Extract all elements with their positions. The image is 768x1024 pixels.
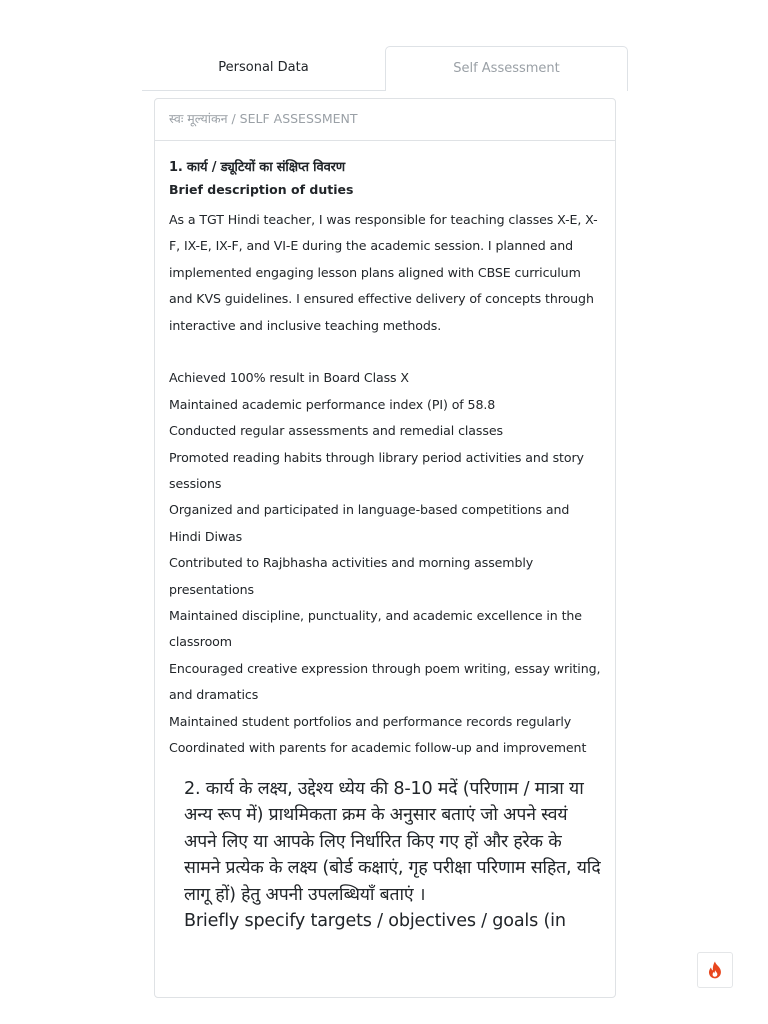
flame-icon — [707, 961, 723, 979]
question-1-title-hindi: 1. कार्य / ड्यूटियों का संक्षिप्त विवरण — [169, 160, 345, 175]
question-1-title-english: Brief description of duties — [169, 182, 354, 197]
flame-button[interactable] — [697, 952, 733, 988]
answer-point: Promoted reading habits through library period activities and story sessions — [169, 449, 584, 492]
tab-self-assessment[interactable]: Self Assessment — [385, 46, 628, 91]
answer-point: Contributed to Rajbhasha activities and morning assembly presentations — [169, 555, 534, 597]
answer-point: Coordinated with parents for academic follow-up and improvement — [169, 740, 587, 756]
question-2-title-hindi: 2. कार्य के लक्ष्य, उद्देश्य ध्येय की 8-10 मदें (परिणाम / मात्रा या अन्य रूप में) प्राथमिकता क्रम के अनुसार बताएं जो अपने स्वयं अपने लिए या आपके लिए निर्धारित किए गए हों और हरेक के सामने प्रत्येक के लक्ष्य (बोर्ड कक्षाएं, गृह परीक्षा परिणाम सहित, यदि लागू हों) हेतु अपनी उपलब्धियाँ बताएं । — [184, 778, 601, 905]
answer-point: Organized and participated in language-based competitions and Hindi Diwas — [169, 502, 570, 544]
answer-intro: As a TGT Hindi teacher, I was responsible for teaching classes X-E, X-F, IX-E, IX-F, and VI-E during the academic session. I planned and implemented engaging lesson plans aligned with CBSE curriculum and KVS guidelines. I ensured effective delivery of concepts through interactive and inclusive teaching methods. — [169, 212, 598, 333]
answer-point: Achieved 100% result in Board Class X — [169, 370, 409, 386]
card-body — [155, 141, 615, 935]
tab-personal-data[interactable]: Personal Data — [218, 60, 309, 75]
tab-bar — [142, 46, 628, 91]
answer-blank-line — [169, 339, 601, 365]
answer-point: Maintained student portfolios and performance records regularly — [169, 713, 572, 729]
card-header: स्वः मूल्यांकन / SELF ASSESSMENT — [155, 99, 615, 141]
self-assessment-card — [154, 98, 616, 998]
answer-point: Conducted regular assessments and remedial classes — [169, 423, 503, 439]
question-2-title-english: Briefly specify targets / objectives / goals (in — [184, 911, 566, 932]
question-2 — [169, 776, 601, 935]
answer-point: Encouraged creative expression through poem writing, essay writing, and dramatics — [169, 660, 601, 703]
question-1-answer[interactable] — [169, 207, 601, 762]
answer-point: Maintained academic performance index (PI) of 58.8 — [169, 396, 496, 412]
answer-point: Maintained discipline, punctuality, and academic excellence in the classroom — [169, 608, 582, 650]
